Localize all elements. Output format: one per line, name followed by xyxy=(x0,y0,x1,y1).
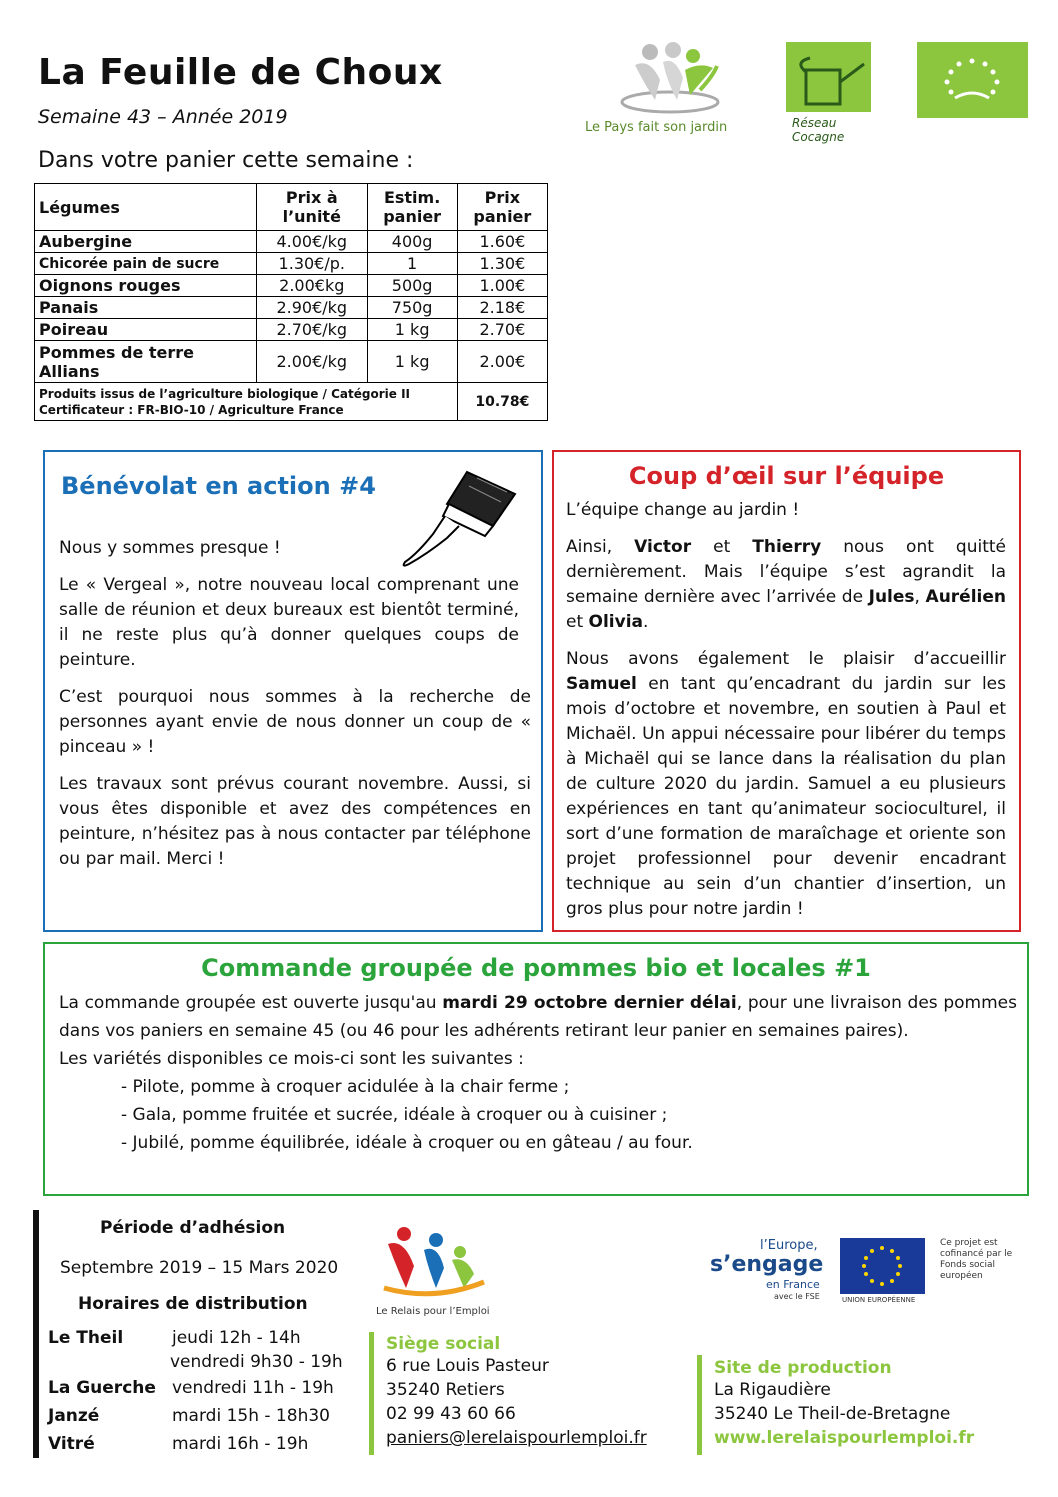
veg-price: 2.18€ xyxy=(457,297,547,319)
footer-left-bar xyxy=(33,1210,39,1458)
newsletter-title: La Feuille de Choux xyxy=(38,52,443,93)
veg-estimate: 1 kg xyxy=(367,341,457,383)
ue-caption: UNION EUROPÉENNE xyxy=(842,1296,916,1304)
list-item: - Jubilé, pomme équilibrée, idéale à croquer ou en gâteau / au four. xyxy=(121,1133,693,1153)
text-span: , xyxy=(914,587,926,607)
table-row xyxy=(35,319,548,341)
europe-text: l’Europe, xyxy=(760,1238,818,1253)
town-hours: vendredi 11h - 19h xyxy=(172,1378,334,1398)
equipe-paragraph xyxy=(566,647,1006,922)
text-span: nous ont quitté dernièrement. Mais l’équipe s’est agrandit la semaine dernière avec l’arrivée de xyxy=(566,537,1006,607)
town-hours: vendredi 9h30 - 19h xyxy=(170,1352,343,1372)
equipe-paragraph: L’équipe change au jardin ! xyxy=(566,500,800,520)
text-span: . xyxy=(643,612,649,632)
veg-price: 2.00€ xyxy=(457,341,547,383)
veg-name: Pommes de terre Allians xyxy=(35,341,257,383)
equipe-body xyxy=(566,498,1006,934)
siege-block xyxy=(386,1334,647,1450)
production-address-line: La Rigaudière xyxy=(714,1380,831,1400)
eu-organic-leaf-icon xyxy=(917,42,1028,118)
veg-price: 1.30€ xyxy=(457,253,547,275)
equipe-paragraph xyxy=(566,535,1006,635)
veg-unit-price: 4.00€/kg xyxy=(257,231,368,253)
table-row xyxy=(35,275,548,297)
town-hours: mardi 16h - 19h xyxy=(172,1434,309,1454)
benevolat-paragraph: C’est pourquoi nous sommes à la recherche de personnes ayant envie de nous donner un coup de « pinceau » ! xyxy=(59,687,531,757)
table-footer-row xyxy=(35,383,548,421)
veg-unit-price: 2.70€/kg xyxy=(257,319,368,341)
basket-heading: Dans votre panier cette semaine : xyxy=(38,148,414,173)
eu-flag-icon xyxy=(840,1238,925,1294)
pommes-paragraph: Les variétés disponibles ce mois-ci sont les suivantes : xyxy=(59,1049,524,1069)
veg-unit-price: 1.30€/p. xyxy=(257,253,368,275)
veg-estimate: 750g xyxy=(367,297,457,319)
header-estim-panier: Estim. panier xyxy=(367,184,457,231)
veg-estimate: 400g xyxy=(367,231,457,253)
equipe-section xyxy=(552,450,1021,932)
text-span: Nous avons également le plaisir d’accueillir xyxy=(566,649,1006,669)
production-green-bar xyxy=(697,1355,702,1455)
periode-dates: Septembre 2019 – 15 Mars 2020 xyxy=(60,1258,339,1278)
pommes-section xyxy=(43,942,1029,1196)
veg-name: Chicorée pain de sucre xyxy=(35,253,257,275)
veg-price: 2.70€ xyxy=(457,319,547,341)
horaires-title: Horaires de distribution xyxy=(78,1294,308,1314)
veg-name: Poireau xyxy=(35,319,257,341)
table-row xyxy=(35,253,548,275)
deadline: mardi 29 octobre dernier délai xyxy=(442,993,737,1013)
pays-jardin-caption: Le Pays fait son jardin xyxy=(585,120,728,135)
europe-engage-logo xyxy=(700,1238,830,1308)
people-figures-icon xyxy=(605,40,755,120)
siege-title: Siège social xyxy=(386,1334,501,1354)
name-thierry: Thierry xyxy=(752,537,822,557)
town-hours: mardi 15h - 18h30 xyxy=(172,1406,330,1426)
certification-line-2: Certificateur : FR-BIO-10 / Agriculture France xyxy=(39,402,344,417)
table-row xyxy=(35,341,548,383)
reseau-cocagne-caption: Réseau Cocagne xyxy=(792,116,845,144)
name-olivia: Olivia xyxy=(588,612,644,632)
table-header-row xyxy=(35,184,548,231)
siege-address-line: 35240 Retiers xyxy=(386,1380,505,1400)
table-row xyxy=(35,297,548,319)
text-span: et xyxy=(566,612,589,632)
list-item: - Gala, pomme fruitée et sucrée, idéale à croquer ou à cuisiner ; xyxy=(121,1105,668,1125)
periode-title: Période d’adhésion xyxy=(100,1218,286,1238)
header-prix-panier: Prix panier xyxy=(457,184,547,231)
text-span: en tant qu’encadrant du jardin sur les mois d’octobre et novembre, en soutien à Paul et Michaël. Un appui nécessaire pour libérer du temps à Michaël qui se lance dans la réalisation du plan de culture 2020 du jardin. Samuel a eu plusieurs expériences en tant qu’animateur socioculturel, il sort d’une formation de maraîchage et oriente son projet professionnel pour devenir encadrant technique au sein d’un chantier d’insertion, un gros plus pour notre jardin ! xyxy=(566,674,1006,919)
pommes-title: Commande groupée de pommes bio et locales #1 xyxy=(201,954,871,982)
veg-unit-price: 2.90€/kg xyxy=(257,297,368,319)
benevolat-paragraph: Les travaux sont prévus courant novembre. Aussi, si vous êtes disponible et avez des compétences en peinture, n’hésitez pas à nous contacter par téléphone ou par mail. Merci ! xyxy=(59,774,531,869)
veg-unit-price: 2.00€/kg xyxy=(257,341,368,383)
table-total: 10.78€ xyxy=(457,383,547,421)
website-link[interactable]: www.lerelaispourlemploi.fr xyxy=(714,1428,975,1448)
production-address-line: 35240 Le Theil-de-Bretagne xyxy=(714,1404,951,1424)
header-legumes: Légumes xyxy=(35,184,257,231)
fse-text: Ce projet est cofinancé par le Fonds social européen xyxy=(940,1238,1013,1281)
benevolat-paragraph: Le « Vergeal », notre nouveau local comprenant une salle de réunion et deux bureaux est bientôt terminé, il ne reste plus qu’à donner quelques coups de peinture. xyxy=(59,575,519,670)
pays-jardin-logo xyxy=(585,40,755,140)
production-block xyxy=(714,1358,974,1450)
veg-estimate: 1 kg xyxy=(367,319,457,341)
relais-caption: Le Relais pour l’Emploi xyxy=(376,1306,490,1317)
pommes-paragraph xyxy=(59,989,1017,1045)
town-name: Le Theil xyxy=(48,1328,124,1348)
europe-text: s’engage xyxy=(710,1252,824,1277)
name-victor: Victor xyxy=(634,537,692,557)
pommes-body xyxy=(59,989,1017,1157)
siege-email-link[interactable]: paniers@lerelaispourlemploi.fr xyxy=(386,1428,647,1448)
town-name: La Guerche xyxy=(48,1378,156,1398)
veg-name: Aubergine xyxy=(35,231,257,253)
veg-price: 1.60€ xyxy=(457,231,547,253)
benevolat-body xyxy=(59,536,531,884)
certification-line-1: Produits issus de l’agriculture biologique / Catégorie II xyxy=(39,386,411,401)
siege-address-line: 6 rue Louis Pasteur xyxy=(386,1356,549,1376)
relais-emploi-logo xyxy=(374,1222,514,1322)
text-span: Ainsi, xyxy=(566,537,635,557)
name-jules: Jules xyxy=(868,587,915,607)
town-name: Janzé xyxy=(48,1406,100,1426)
text-span: , pour une livraison des pommes dans vos paniers en semaine 45 (ou 46 pour les adhérents retirant leur panier en semaines paires). xyxy=(59,993,1017,1041)
text-span: et xyxy=(691,537,753,557)
week-subtitle: Semaine 43 – Année 2019 xyxy=(38,106,288,128)
header-prix-unite: Prix à l’unité xyxy=(257,184,368,231)
list-item: - Pilote, pomme à croquer acidulée à la chair ferme ; xyxy=(121,1077,570,1097)
reseau-cocagne-logo xyxy=(786,42,871,144)
relais-people-icon xyxy=(374,1222,514,1302)
eu-organic-logo xyxy=(917,42,1028,118)
europe-text: avec le FSE xyxy=(774,1292,820,1301)
watering-can-icon xyxy=(786,42,871,112)
benevolat-section xyxy=(43,450,543,932)
veg-unit-price: 2.00€kg xyxy=(257,275,368,297)
benevolat-title: Bénévolat en action #4 xyxy=(61,472,376,500)
table-certification xyxy=(35,383,458,421)
europe-logos xyxy=(700,1238,1030,1308)
veg-name: Oignons rouges xyxy=(35,275,257,297)
text-span: La commande groupée est ouverte jusqu'au xyxy=(59,993,443,1013)
siege-green-bar xyxy=(369,1332,374,1455)
veg-estimate: 500g xyxy=(367,275,457,297)
equipe-title: Coup d’œil sur l’équipe xyxy=(628,462,945,490)
europe-text: en France xyxy=(766,1278,820,1291)
table-row xyxy=(35,231,548,253)
benevolat-paragraph: Nous y sommes presque ! xyxy=(59,538,281,558)
siege-phone: 02 99 43 60 66 xyxy=(386,1404,516,1424)
veg-estimate: 1 xyxy=(367,253,457,275)
town-hours: jeudi 12h - 14h xyxy=(172,1328,301,1348)
veg-price: 1.00€ xyxy=(457,275,547,297)
town-name: Vitré xyxy=(48,1434,95,1454)
name-samuel: Samuel xyxy=(566,674,637,694)
name-aurelien: Aurélien xyxy=(925,587,1006,607)
vegetables-table xyxy=(34,183,548,421)
veg-name: Panais xyxy=(35,297,257,319)
production-title: Site de production xyxy=(714,1358,892,1378)
